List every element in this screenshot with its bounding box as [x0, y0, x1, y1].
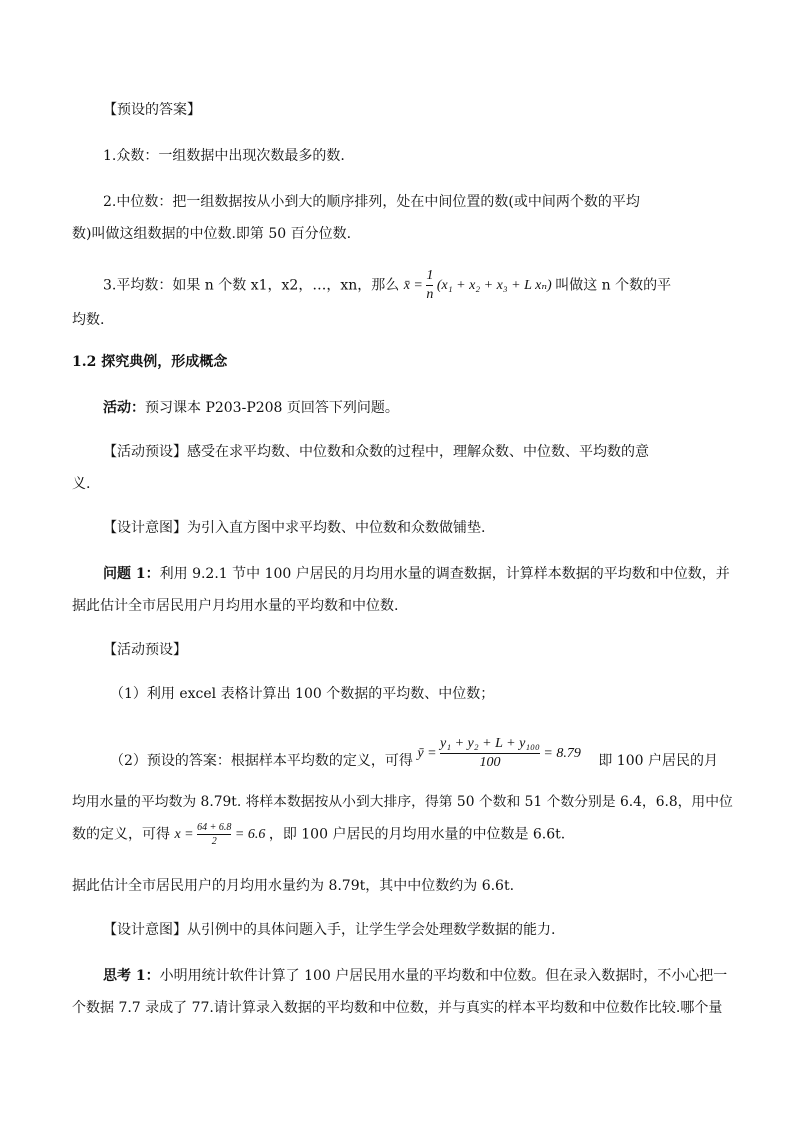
answer-median-line2: 数)叫做这组数据的中位数.即第 50 百分位数.: [72, 226, 352, 242]
question1-line2: 据此估计全市居民用户月均用水量的平均数和中位数.: [72, 598, 399, 614]
mean-fraction-num: 1: [426, 268, 434, 283]
step2-line2: 均用水量的平均数为 8.79t. 将样本数据按从小到大排序，得第 50 个数和 51 个数分别是 6.4，6.8，用中位: [72, 794, 733, 810]
mean-formula-body: (x₁ + x₂ + x₃ + L xₙ): [436, 277, 552, 293]
question1-line1: [103, 564, 730, 584]
activity-preset-line2: 义.: [72, 476, 91, 492]
activity-preset-line1: 【活动预设】感受在求平均数、中位数和众数的过程中，理解众数、中位数、平均数的意: [103, 444, 649, 460]
answer-mean-line2: 均数.: [72, 312, 105, 328]
step2-formula: [417, 736, 584, 770]
step2-prefix: （2）预设的答案：根据样本平均数的定义，可得: [110, 753, 413, 769]
question1-label: 问题 1：: [103, 566, 160, 582]
median-formula-lhs: x =: [174, 826, 194, 842]
median-fraction-num: 64 + 6.8: [197, 822, 232, 833]
mean-formula-lhs: x̄ =: [403, 277, 423, 293]
section-title: 1.2 探究典例，形成概念: [72, 354, 228, 370]
mean-fraction-den: n: [426, 287, 434, 302]
median-formula: [174, 822, 268, 847]
answer-median-line1: 2.中位数：把一组数据按从小到大的顺序排列，处在中间位置的数(或中间两个数的平均: [103, 194, 640, 210]
step2-fraction: [440, 736, 540, 771]
step2-line1: [110, 736, 718, 778]
mean-suffix: 叫做这 n 个数的平: [555, 277, 672, 294]
thinking1-line1: [103, 966, 727, 986]
step2-fraction-num: y₁ + y₂ + L + y₁₀₀: [440, 736, 540, 751]
design-intent-2: 【设计意图】从引例中的具体问题入手，让学生学会处理数学数据的能力.: [103, 922, 556, 938]
step1: （1）利用 excel 表格计算出 100 个数据的平均数、中位数；: [110, 686, 495, 702]
design-intent-1: 【设计意图】为引入直方图中求平均数、中位数和众数做铺垫.: [103, 520, 486, 536]
median-fraction: [197, 822, 231, 847]
step2-line3-prefix: 数的定义，可得: [72, 826, 170, 843]
thinking1-line2: 个数据 7.7 录成了 77.请计算录入数据的平均数和中位数，并与真实的样本平均数和中位数作比较.哪个量: [72, 1000, 723, 1016]
answer-mode: 1.众数：一组数据中出现次数最多的数.: [103, 148, 345, 164]
step2-line3-suffix: ，即 100 户居民的月均用水量的中位数是 6.6t.: [268, 826, 566, 843]
thinking1-label: 思考 1：: [103, 968, 160, 984]
activity-label: 活动：: [103, 400, 145, 416]
preset-answer-heading: 【预设的答案】: [103, 102, 201, 118]
activity-text: 预习课本 P203-P208 页回答下列问题。: [145, 400, 399, 416]
estimate: 据此估计全市居民用户的月均用水量约为 8.79t，其中中位数约为 6.6t.: [72, 878, 515, 894]
step2-line3: [72, 822, 565, 852]
step2-fraction-den: 100: [479, 755, 501, 770]
median-formula-rhs: = 6.6: [234, 826, 266, 842]
median-fraction-den: 2: [211, 836, 217, 847]
answer-mean-line1: [103, 268, 671, 304]
mean-formula: [403, 268, 556, 302]
step2-formula-lhs: ȳ =: [417, 745, 437, 761]
step2-suffix: 即 100 户居民的月: [598, 753, 718, 769]
thinking1-text: 小明用统计软件计算了 100 户居民用水量的平均数和中位数。但在录入数据时，不小心把一: [159, 968, 728, 984]
question1-text: 利用 9.2.1 节中 100 户居民的月均用水量的调查数据，计算样本数据的平均数和中位数，并: [159, 566, 730, 582]
step2-formula-rhs: = 8.79: [543, 745, 581, 761]
activity: [103, 398, 399, 418]
mean-fraction: [426, 268, 433, 303]
mean-prefix: 3.平均数：如果 n 个数 x1，x2，…，xn，那么: [103, 277, 400, 294]
activity-preset-heading: 【活动预设】: [103, 642, 187, 658]
